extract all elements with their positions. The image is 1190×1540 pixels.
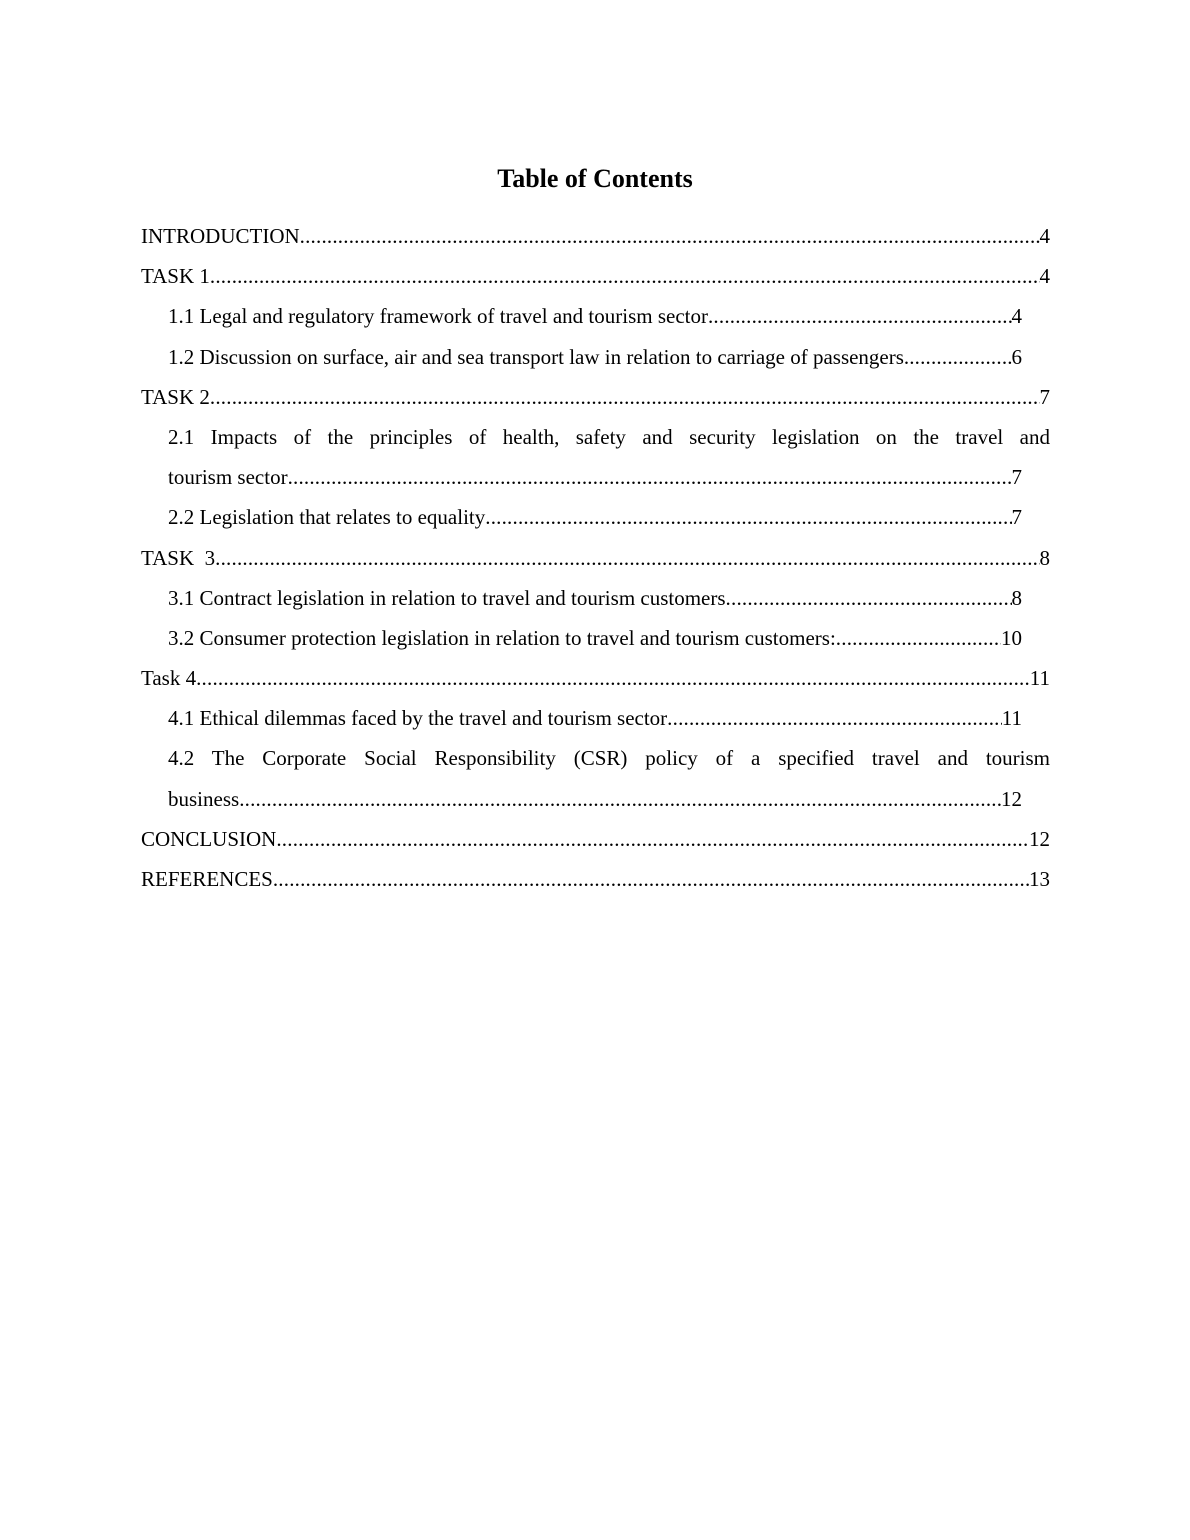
toc-page-number: 13	[1029, 867, 1050, 892]
toc-dot-leader	[726, 578, 1012, 618]
toc-entry-task-2[interactable]	[141, 377, 1050, 417]
toc-entry-4-2[interactable]	[168, 738, 1050, 818]
toc-entry-label-line-1: 2.1 Impacts of the principles of health, safety and security legislation on the travel and	[168, 424, 1050, 449]
toc-entry-label: TASK 2	[141, 384, 210, 409]
toc-entry-1-2[interactable]	[168, 337, 1022, 377]
toc-entry-4-1[interactable]	[168, 698, 1022, 738]
toc-entry-references[interactable]	[141, 859, 1050, 899]
toc-dot-leader	[210, 377, 1040, 417]
toc-page-number: 8	[1039, 545, 1050, 570]
toc-entry-label: 3.1 Contract legislation in relation to travel and tourism customers	[168, 585, 726, 610]
toc-page-number: 4	[1039, 224, 1050, 248]
toc-entry-label: 3.2 Consumer protection legislation in relation to travel and tourism customers:	[168, 625, 836, 650]
toc-entry-label: REFERENCES	[141, 867, 273, 892]
toc-page-number: 7	[1039, 384, 1050, 409]
toc-dot-leader	[708, 296, 1012, 336]
toc-page-number: 7	[1011, 465, 1022, 490]
toc-page-number: 11	[1001, 706, 1022, 731]
toc-list	[141, 216, 1050, 899]
toc-entry-label: 1.1 Legal and regulatory framework of travel and tourism sector	[168, 304, 708, 329]
toc-entry-3-2[interactable]	[168, 618, 1022, 658]
toc-dot-leader	[239, 779, 1001, 819]
toc-page-number: 11	[1029, 666, 1050, 691]
toc-page-number: 8	[1011, 585, 1022, 610]
toc-page-number: 7	[1011, 505, 1022, 530]
toc-entry-task-3[interactable]	[141, 538, 1050, 578]
toc-title: Table of Contents	[497, 164, 693, 193]
toc-entry-3-1[interactable]	[168, 578, 1022, 618]
toc-entry-label-line-1: 4.2 The Corporate Social Responsibility (CSR) policy of a specified travel and tourism	[168, 746, 1050, 771]
toc-dot-leader	[300, 216, 1040, 256]
toc-dot-leader	[210, 256, 1040, 296]
toc-dot-leader	[485, 497, 1011, 537]
toc-entry-label-line-2: tourism sector	[168, 465, 288, 490]
toc-entry-label: 4.1 Ethical dilemmas faced by the travel and tourism sector	[168, 706, 668, 731]
toc-dot-leader	[909, 337, 1011, 377]
toc-page-number: 4	[1039, 264, 1050, 289]
toc-entry-label: Task 4	[141, 666, 197, 691]
toc-entry-task-4[interactable]	[141, 658, 1050, 698]
toc-entry-label: TASK 1	[141, 264, 210, 289]
toc-dot-leader	[667, 698, 1002, 738]
toc-dot-leader	[215, 538, 1039, 578]
toc-page-number: 10	[1001, 625, 1022, 650]
toc-entry-label: 2.2 Legislation that relates to equality	[168, 505, 486, 530]
toc-dot-leader	[276, 819, 1029, 859]
toc-entry-label: INTRODUCTION	[141, 224, 300, 248]
toc-page-number: 4	[1011, 304, 1022, 329]
toc-page-number: 12	[1029, 826, 1050, 851]
toc-entry-task-1[interactable]	[141, 256, 1050, 296]
toc-entry-label: 1.2 Discussion on surface, air and sea transport law in relation to carriage of passengers.	[168, 344, 910, 369]
toc-entry-introduction[interactable]	[141, 216, 1050, 256]
toc-entry-2-1[interactable]	[168, 417, 1050, 497]
toc-entry-2-2[interactable]	[168, 497, 1022, 537]
toc-dot-leader	[196, 658, 1030, 698]
toc-dot-leader	[273, 859, 1029, 899]
toc-page-number: 12	[1001, 786, 1022, 811]
toc-entry-label: TASK 3	[141, 545, 216, 570]
toc-entry-label-line-2: business	[168, 786, 240, 811]
toc-page-number: 6	[1011, 344, 1022, 369]
toc-dot-leader	[288, 457, 1012, 497]
toc-entry-1-1[interactable]	[168, 296, 1022, 336]
toc-dot-leader	[836, 618, 1001, 658]
toc-entry-conclusion[interactable]	[141, 819, 1050, 859]
toc-entry-label: CONCLUSION	[141, 826, 277, 851]
